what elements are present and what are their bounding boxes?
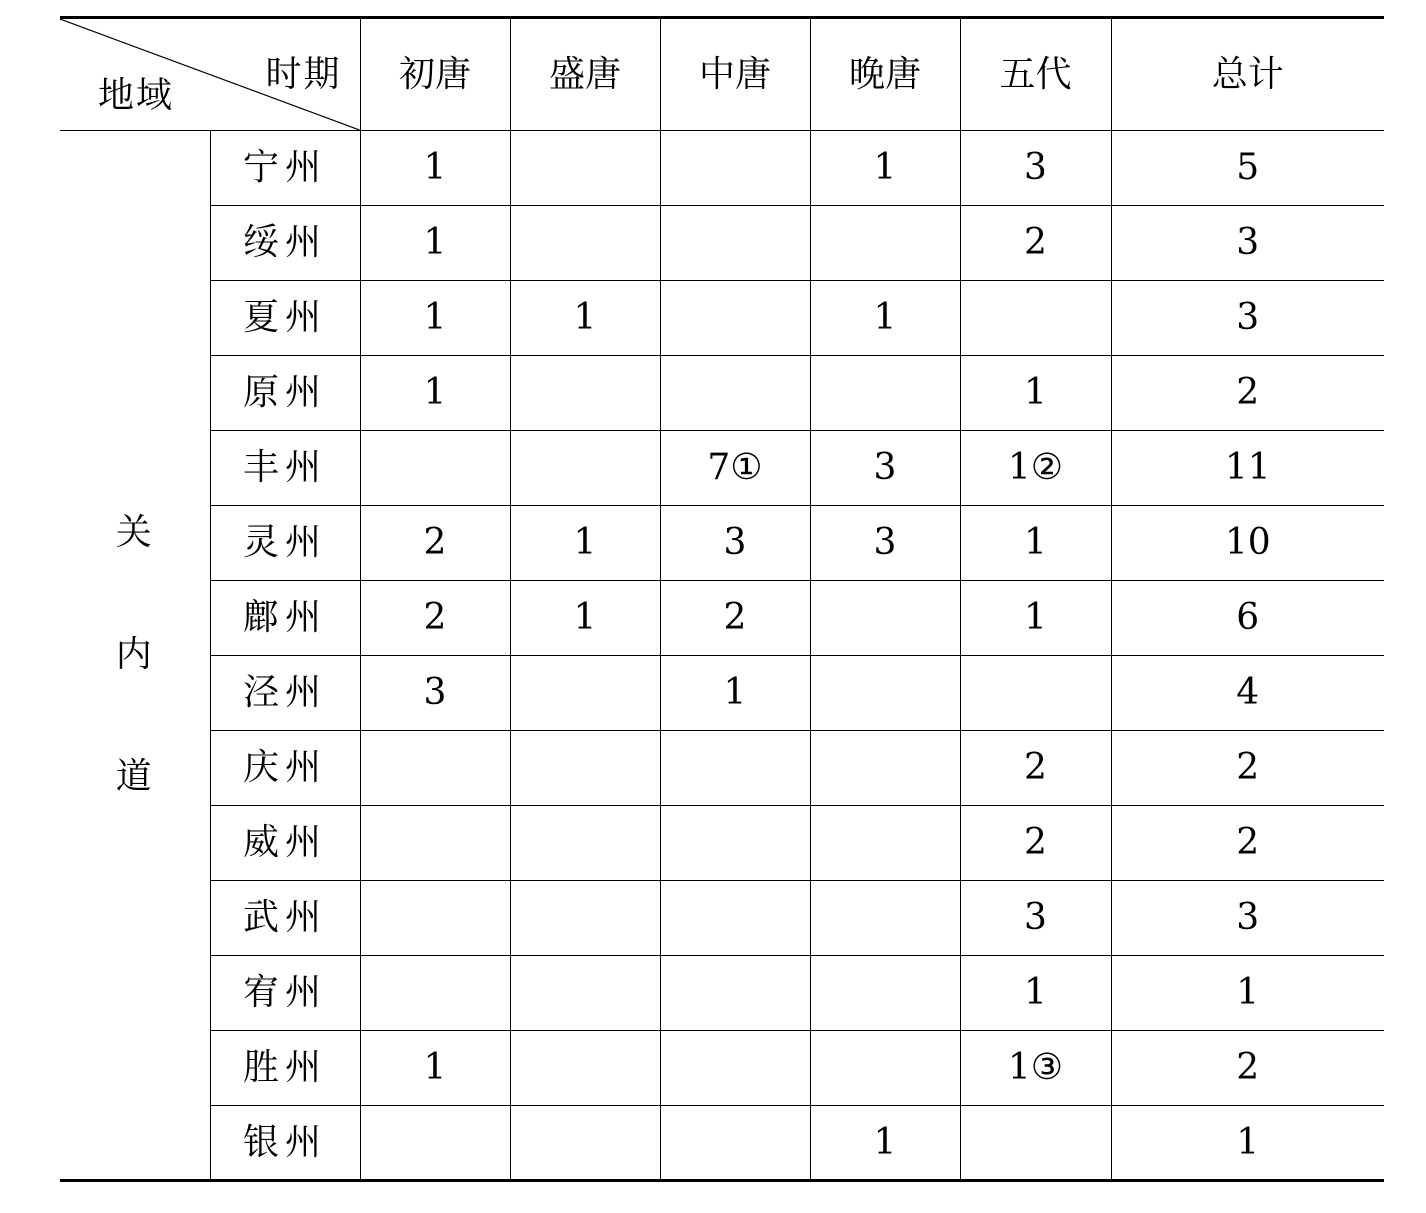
corner-period-label: 时期 <box>265 54 342 95</box>
count-cell <box>660 1106 810 1181</box>
count-cell: 1 <box>810 281 960 356</box>
prefecture-cell: 银州 <box>210 1106 360 1181</box>
table-row <box>60 356 1384 431</box>
count-cell <box>360 806 510 881</box>
column-header: 盛唐 <box>510 18 660 131</box>
count-cell: 3 <box>360 656 510 731</box>
count-cell <box>360 1106 510 1181</box>
count-cell <box>360 431 510 506</box>
count-cell <box>510 731 660 806</box>
count-cell: 6 <box>1111 581 1384 656</box>
table-row <box>60 1106 1384 1181</box>
count-cell: 2 <box>960 206 1111 281</box>
table-row <box>60 131 1384 206</box>
table-row <box>60 656 1384 731</box>
count-cell <box>810 806 960 881</box>
prefecture-cell: 丰州 <box>210 431 360 506</box>
count-cell <box>810 956 960 1031</box>
count-cell: 1 <box>810 1106 960 1181</box>
prefecture-cell: 宁州 <box>210 131 360 206</box>
count-cell: 1 <box>360 281 510 356</box>
count-cell <box>660 281 810 356</box>
prefecture-cell: 原州 <box>210 356 360 431</box>
count-cell: 1 <box>1111 1106 1384 1181</box>
count-cell: 3 <box>660 506 810 581</box>
count-cell <box>660 731 810 806</box>
count-cell <box>810 656 960 731</box>
count-cell <box>960 1106 1111 1181</box>
column-header: 总计 <box>1111 18 1384 131</box>
count-cell <box>360 881 510 956</box>
count-cell <box>360 956 510 1031</box>
count-cell: 1 <box>1111 956 1384 1031</box>
count-cell: 2 <box>960 806 1111 881</box>
header-row <box>60 18 1384 131</box>
count-cell <box>660 881 810 956</box>
table-row <box>60 206 1384 281</box>
count-cell <box>660 956 810 1031</box>
count-cell: 1 <box>360 206 510 281</box>
table-body <box>60 131 1384 1181</box>
count-cell: 3 <box>810 506 960 581</box>
count-cell: 1 <box>810 131 960 206</box>
region-char: 道 <box>115 756 152 797</box>
table-row <box>60 956 1384 1031</box>
count-cell <box>960 656 1111 731</box>
table-row <box>60 431 1384 506</box>
count-cell <box>510 881 660 956</box>
count-cell: 1③ <box>960 1031 1111 1106</box>
table-row <box>60 1031 1384 1106</box>
count-cell <box>510 656 660 731</box>
region-char: 内 <box>115 634 152 675</box>
table-row <box>60 281 1384 356</box>
statistics-table <box>60 16 1384 1182</box>
count-cell <box>960 281 1111 356</box>
count-cell: 3 <box>1111 281 1384 356</box>
count-cell: 1 <box>510 581 660 656</box>
count-cell <box>510 1031 660 1106</box>
table-row <box>60 506 1384 581</box>
count-cell: 2 <box>360 581 510 656</box>
count-cell <box>360 731 510 806</box>
count-cell <box>810 731 960 806</box>
prefecture-cell: 庆州 <box>210 731 360 806</box>
count-cell <box>810 581 960 656</box>
count-cell: 2 <box>1111 806 1384 881</box>
corner-header-cell <box>60 18 360 131</box>
prefecture-cell: 武州 <box>210 881 360 956</box>
column-header: 晚唐 <box>810 18 960 131</box>
count-cell: 3 <box>1111 206 1384 281</box>
count-cell <box>660 206 810 281</box>
count-cell: 2 <box>960 731 1111 806</box>
count-cell: 1② <box>960 431 1111 506</box>
count-cell <box>510 131 660 206</box>
prefecture-cell: 威州 <box>210 806 360 881</box>
count-cell: 2 <box>360 506 510 581</box>
prefecture-cell: 宥州 <box>210 956 360 1031</box>
table-row <box>60 881 1384 956</box>
count-cell: 1 <box>660 656 810 731</box>
prefecture-cell: 夏州 <box>210 281 360 356</box>
count-cell <box>510 431 660 506</box>
count-cell: 5 <box>1111 131 1384 206</box>
count-cell <box>660 806 810 881</box>
count-cell: 3 <box>1111 881 1384 956</box>
prefecture-cell: 绥州 <box>210 206 360 281</box>
count-cell: 2 <box>1111 356 1384 431</box>
count-cell <box>510 806 660 881</box>
count-cell <box>660 131 810 206</box>
count-cell: 10 <box>1111 506 1384 581</box>
count-cell: 1 <box>510 281 660 356</box>
corner-region-label: 地域 <box>98 75 175 116</box>
column-header: 初唐 <box>360 18 510 131</box>
count-cell <box>810 206 960 281</box>
count-cell <box>810 881 960 956</box>
count-cell: 3 <box>810 431 960 506</box>
count-cell: 2 <box>1111 1031 1384 1106</box>
count-cell <box>510 206 660 281</box>
count-cell <box>810 356 960 431</box>
count-cell: 1 <box>960 581 1111 656</box>
count-cell: 3 <box>960 131 1111 206</box>
count-cell: 2 <box>660 581 810 656</box>
count-cell: 1 <box>960 956 1111 1031</box>
table-row <box>60 806 1384 881</box>
count-cell: 1 <box>360 356 510 431</box>
count-cell: 1 <box>360 1031 510 1106</box>
prefecture-cell: 胜州 <box>210 1031 360 1106</box>
count-cell <box>810 1031 960 1106</box>
region-label <box>58 512 210 797</box>
region-char: 关 <box>115 512 152 553</box>
count-cell: 4 <box>1111 656 1384 731</box>
count-cell: 2 <box>1111 731 1384 806</box>
count-cell <box>510 956 660 1031</box>
table-row <box>60 581 1384 656</box>
count-cell: 3 <box>960 881 1111 956</box>
table-row <box>60 731 1384 806</box>
count-cell <box>660 1031 810 1106</box>
count-cell: 1 <box>960 506 1111 581</box>
count-cell: 7① <box>660 431 810 506</box>
count-cell: 1 <box>360 131 510 206</box>
prefecture-cell: 灵州 <box>210 506 360 581</box>
count-cell: 1 <box>510 506 660 581</box>
count-cell <box>510 1106 660 1181</box>
column-header: 五代 <box>960 18 1111 131</box>
prefecture-cell: 泾州 <box>210 656 360 731</box>
count-cell <box>510 356 660 431</box>
region-cell <box>60 131 210 1181</box>
prefecture-cell: 鄜州 <box>210 581 360 656</box>
column-header: 中唐 <box>660 18 810 131</box>
count-cell: 1 <box>960 356 1111 431</box>
count-cell <box>660 356 810 431</box>
count-cell: 11 <box>1111 431 1384 506</box>
